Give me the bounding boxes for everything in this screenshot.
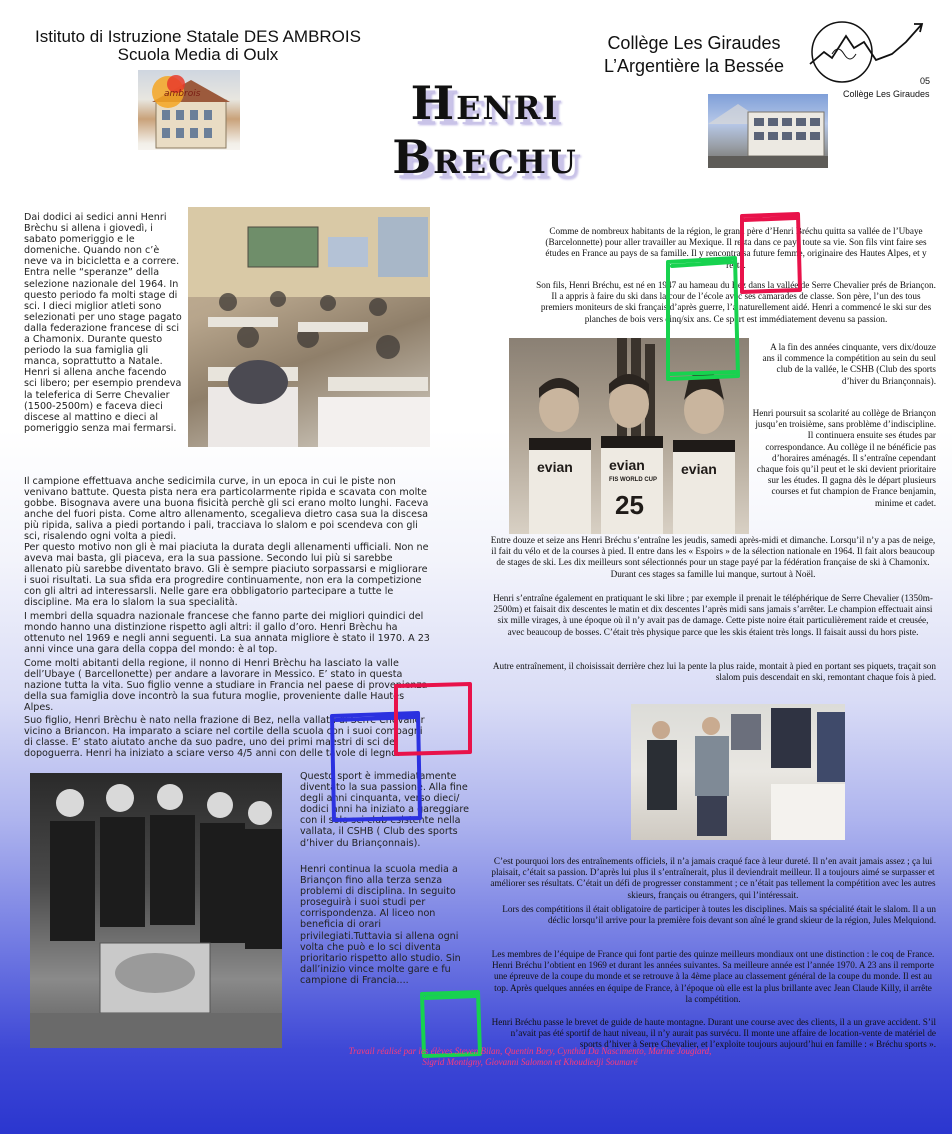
french-text-4: Henri poursuit sa scolarité au collège de Briançon jusqu’en troisième, sans problème d’indiscipline. Il continuera ensuite ses études par correspondance. Au collège il ne bénéficie pas d’horaires aménagés. Il s’entraîne cependant chaque fois qu’il peut et le ski devient prioritaire sur les études. Il gagna dès le départ plusieurs courses et fut champion de France benjamin, minime et cadet. — [752, 408, 936, 508]
page-number: 05 — [920, 76, 931, 86]
skiers-podium-photo — [509, 338, 749, 534]
french-paragraph-9 — [490, 904, 936, 926]
french-text-5: Entre douze et seize ans Henri Bréchu s’entraîne les jeudis, samedi après-midi et dimanche. Lorsqu’il n’y a pas de neige, il fait du vélo et de la courses à pied. Il entre dans les « Espoirs » de la sélection nationale en 1964. Il fait alors beaucoup de stages de ski. Les dix meilleurs sont sélectionnés pour un stage payé par la fédération française de ski à Chamonix. Durant ces stages sa famille lui manque, surtout à Noël. — [490, 535, 936, 579]
skiers-illustration — [509, 338, 749, 534]
french-school-label: Collège Les Giraudes — [843, 89, 930, 99]
french-paragraph-10 — [490, 949, 936, 1005]
french-school-photo — [708, 94, 828, 168]
interview-illustration — [631, 704, 845, 840]
bib-center-worldcup: FIS WORLD CUP — [609, 477, 657, 483]
french-text-9: Lors des compétitions il était obligatoire de participer à toutes les disciplines. Mais sa spécialité était le slalom. Il a un déclic lorsqu’il arrive pour la première fois devant son aîné le grand skieur de la région, Jules Melquiond. — [502, 904, 936, 926]
french-paragraph-2 — [536, 280, 936, 325]
italian-paragraph-6 — [24, 715, 432, 759]
french-text-10: Les membres de l’équipe de France qui font partie des quinze meilleurs mondiaux ont une distinction : le coq de France. Henri Bréchu l’obtient en 1969 et durant les années suivantes. Sa meilleure année est l’année 1970. A 23 ans il remporte une épreuve de la coupe du monde et se retrouve à la 4ème place au classement général de la coupe du monde. Il est au top. Après quelques années en équipe de France, à l’époque où elle est la plus brillante avec Jean Claude Killy, il arrête la compétition. — [491, 949, 935, 1004]
french-school-town: L’Argentière la Bessée — [603, 56, 785, 76]
italian-text-8: Henri continua la scuola media a Briançon fino alla terza senza problemi di disciplina. In seguito proseguirà i suoi studi per corrispondenza. Al liceo non beneficia di orari privilegiati.Tuttavia si allena ogni volta che può e lo sci diventa prioritario rispetto allo studio. Sin dall’inizio vince molte gare e fu campione di Francia.... — [300, 864, 461, 986]
french-paragraph-5 — [490, 535, 936, 580]
italian-text-5: Come molti abitanti della regione, il nonno di Henri Brèchu ha lasciato la valle dell’Ubaye ( Barcellonette) per andare a lavorare in Messico. E’ stato in questa nazione tutta la vita. Suo figlio venne a studiare in Francia nel paese di provenienza della sua famiglia dove incontrò la sua futura moglie, proveniente dalle Hautes Alpes. — [24, 658, 428, 714]
italian-paragraph-5 — [24, 658, 432, 713]
italian-paragraph-8 — [300, 864, 470, 986]
credits-line-1: Travail réalisé par les élèves Steven Bilan, Quentin Bory, Cynthia Da Nascimento, Marine Jouglard, — [348, 1046, 712, 1056]
french-text-7: Autre entraînement, il choisissait derrière chez lui la pente la plus raide, montait à pied en portant ses piquets, traçait son slalom puis descendait en ski, remontant chaque fois à pied. — [492, 661, 936, 683]
bib-right-evian: evian — [681, 461, 717, 477]
bib-number: 25 — [615, 490, 644, 520]
italian-paragraph-3 — [24, 542, 432, 609]
italian-school-illustration — [138, 70, 240, 168]
french-text-8: C’est pourquoi lors des entraînements officiels, il n’a jamais craqué face à leur dureté. Il n’en avait jamais assez ; ça lui plaisait, c’était sa passion. D’après lui plus il s’entraînerait, plus il deviendrait meilleur. Il a toujours aimé se surpasser et améliorer ses résultats. C’était un défi de progresser constamment ; ce n’était pas tellement la compétition avec les autres skieurs, français ou étrangers, qui l’intéressait. — [490, 856, 936, 900]
italian-school-header — [18, 28, 378, 64]
credits-line-2: Sigrid Montigny, Giovanni Salomon et Khoudiedji Soumaré — [422, 1057, 638, 1067]
italian-paragraph-7 — [300, 771, 470, 849]
french-paragraph-1 — [536, 226, 936, 271]
french-paragraph-4 — [752, 408, 936, 509]
french-school-illustration — [708, 94, 828, 168]
french-paragraph-7 — [490, 661, 936, 683]
bib-center-evian: evian — [609, 457, 645, 473]
bib-left-evian: evian — [537, 459, 573, 475]
french-paragraph-8 — [490, 856, 936, 901]
italian-school-subname: Scuola Media di Oulx — [117, 45, 279, 64]
italian-text-2: Il campione effettuava anche sedicimila curve, in un epoca in cui le piste non venivano battute. Questa pista nera era particolarmente ripida e scavata con molte gobbe. Bisognava avere una buona fisicità perchè gli sci erano molto lunghi. Faceva anche del fuori pista. Come altro allenamento, scegalieva dietro casa sua la discesa più ripida, saliva a piedi portando i pali, tracciava lo slalom e poi scendeva con gli sci, risalendo ogni volta a piedi. — [24, 476, 429, 543]
french-school-name: Collège Les Giraudes — [607, 33, 781, 53]
italian-school-name: Istituto di Istruzione Statale DES AMBROIS — [35, 27, 361, 46]
italian-text-3: Per questo motivo non gli è mai piaciuta la durata degli allenamenti ufficiali. Non ne aveva mai basta, gli piaceva, era la sua passione. Secondo lui più si sarebbe allenato più sarebbe diventato bravo. Gli è sempre piaciuto sorpassarsi e migliorare i suoi risultati. La sua sfida era progredire continuamente, non era la competizione con gli altri ad interessarsli. Nelle gare era obbligatorio partecipare a tutte le discipline. Ma era lo slalom la sua specialità. — [24, 542, 429, 609]
french-text-11: Henri Bréchu passe le brevet de guide de haute montagne. Durant une course avec des clients, il a un grave accident. S’il n’avait pas été sportif de haut niveau, il n’y aurait pas survécu. Il monte une affaire de location-vente de matériel de sports d’hiver à Serre Chevalier, et l’exploite toujours aujourd’hui en famille : « Bréchu sports ». — [491, 1017, 936, 1050]
school-logo-text: ambrois — [164, 89, 201, 99]
mountain-logo-icon — [802, 14, 931, 86]
credits — [300, 1046, 760, 1068]
french-paragraph-3 — [760, 342, 936, 387]
french-text-2: Son fils, Henri Bréchu, est né en 1947 au hameau du Bez dans la vallée de Serre Chevalier prés de Briançon. Il a appris à faire du ski dans la cour de l’école avec ses camarades de classe. Son père, l’un des tous premiers moniteurs de ski français d’après guerre, l’a naturellement aidé. Henri a commencé le ski sur des planches de bois vers cinq/six ans. Ce sport est immédiatement devenu sa passion. — [536, 280, 936, 324]
italian-text-7: Questo sport è immediatamente diventato la sua passione. Alla fine degli anni cinquanta, verso dieci/ dodici anni ha iniziato a gareggiare con il solo sci club esistente nella vallata, il CSHB ( Club des sports d’hiver du Briançonnais). — [300, 771, 470, 849]
interview-photo — [631, 704, 845, 840]
italian-school-photo — [138, 70, 240, 168]
classroom-illustration — [188, 207, 430, 447]
italian-text-4: I membri della squadra nazionale francese che fanno parte dei migliori quindici del mondo hanno una distinzione rispetto agli altri: il gallo d’oro. Henri Brèchu ha ottenuto nel 1969 e negli anni seguenti. La sua annata migliore è stato il 1970. A 23 anni vince una gara della coppa del mondo: è al top. — [24, 611, 430, 656]
page-title — [370, 76, 600, 184]
classroom-photo — [188, 207, 430, 447]
french-text-1: Comme de nombreux habitants de la région, le grand père d’Henri Bréchu quitta sa vallée de l’Ubaye (Barcelonnette) pour aller travailler au Mexique. Il resta dans ce pays toute sa vie. Son fils vint faire ses études en France au pays de sa famille. Il y rencontra sa future femme, originaire des Hautes Alpes, et y resta. — [545, 226, 927, 270]
italian-paragraph-4 — [24, 611, 432, 655]
celebration-photo — [30, 773, 282, 1048]
italian-text-1: Dai dodici ai sedici anni Henri Brèchu si allena i giovedì, i sabato pomeriggio e le domeniche. Quando non c’è neve va in bicicletta e a correre. Entra nelle “speranze” della selezione nazionale del 1964. In questo periodo fa molti stage di sci. I dieci miglior atleti sono selezionati per uno stage pagato dalla federazione francese di sci a Chamonix. Durante questo periodo la sua famiglia gli manca, soprattutto a Natale. Henri si allena anche facendo sci libero; per esempio prendeva la teleferica di Serre Chevalier (1500-2500m) e faceva dieci discese al mattino e dieci al pomeriggio senza mai fermarsi. — [24, 212, 182, 434]
french-text-3: A la fin des années cinquante, vers dix/douze ans il commence la compétition au sein du seul club de la vallée, le CSHB (Club des sports d’hiver du Briançonnais). — [762, 342, 936, 386]
title-first-name: Henri — [410, 76, 560, 130]
title-last-name: Brechu — [392, 130, 578, 184]
celebration-illustration — [30, 773, 282, 1048]
french-school-header — [578, 32, 810, 78]
french-text-6: Henri s’entraîne également en pratiquant le ski libre ; par exemple il prenait le téléphérique de Serre Chevalier (1350m-2500m) et faisait dix descentes le matin et dix descentes l’après midi sans jamais s’arrêter. Le champion effectuait ainsi six mille virages, à une époque où il n’y avait pas de damage. Cette piste noire était particulièrement raide et creusée, avec beaucoup de bosses. C’était très physique parce que les skis étaient très longs. Il faisait aussi du hors piste. — [493, 593, 933, 637]
italian-paragraph-2 — [24, 476, 432, 543]
italian-paragraph-1 — [24, 212, 182, 434]
french-paragraph-6 — [490, 593, 936, 638]
italian-text-6: Suo figlio, Henri Brèchu è nato nella frazione di Bez, nella vallata di Serre Chevalier vicino a Briancon. Ha imparato a sciare nel cortile della scuola con i suoi compagni di classe. E’ stato aiutato anche da suo padre, uno dei primi maestri di sci del dopoguerra. Henri ha iniziato a sciare verso 4/5 anni con delle tavole di legno. — [24, 715, 425, 760]
